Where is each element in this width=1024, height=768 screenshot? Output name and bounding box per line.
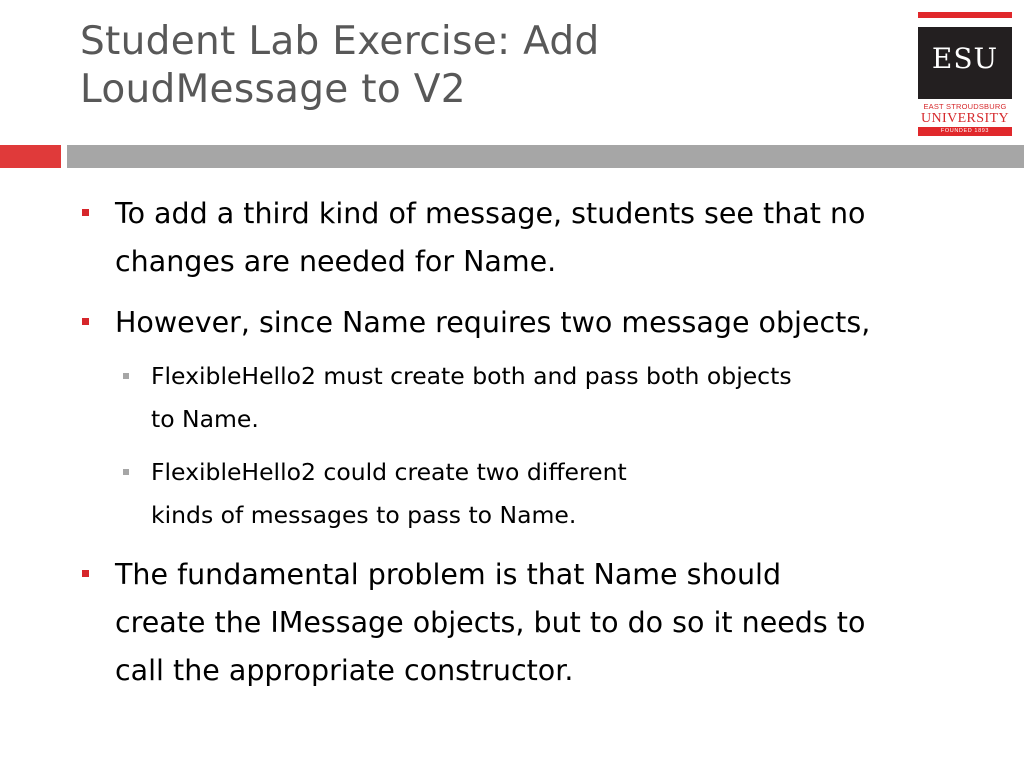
bullet-marker <box>82 570 89 577</box>
sub-bullet-marker <box>123 469 129 475</box>
bullet-1-line-2: changes are needed for Name. <box>115 245 557 278</box>
slide-title-line-1: Student Lab Exercise: Add <box>80 19 600 64</box>
bullet-1 <box>115 190 995 286</box>
slide-title-line-2: LoudMessage to V2 <box>80 67 466 112</box>
esu-logo <box>918 12 1012 134</box>
sub-bullet-2-line-1: FlexibleHello2 could create two different <box>151 458 627 486</box>
slide-title <box>80 18 880 114</box>
logo-top-bar <box>918 12 1012 18</box>
header-rule-accent <box>0 145 61 168</box>
bullet-2 <box>115 299 995 347</box>
logo-line-3: FOUNDED 1893 <box>918 127 1012 136</box>
sub-bullet-2 <box>151 451 971 537</box>
bullet-marker <box>82 209 89 216</box>
bullet-2-line-1: However, since Name requires two message objects, <box>115 306 871 339</box>
bullet-3-line-1: The fundamental problem is that Name should <box>115 558 782 591</box>
bullet-marker <box>82 318 89 325</box>
logo-wordmark: ESU <box>931 42 999 75</box>
bullet-1-line-1: To add a third kind of message, students see that no <box>115 197 866 230</box>
header-rule <box>67 145 1024 168</box>
sub-bullet-2-line-2: kinds of messages to pass to Name. <box>151 501 577 529</box>
sub-bullet-1 <box>151 355 971 441</box>
sub-bullet-1-line-1: FlexibleHello2 must create both and pass both objects <box>151 362 792 390</box>
logo-line-2: UNIVERSITY <box>921 111 1009 126</box>
logo-line-1: EAST STROUDSBURG <box>923 102 1007 111</box>
bullet-3-line-2: create the IMessage objects, but to do so it needs to <box>115 606 866 639</box>
bullet-3-line-3: call the appropriate constructor. <box>115 654 574 687</box>
bullet-3 <box>115 551 995 695</box>
sub-bullet-1-line-2: to Name. <box>151 405 259 433</box>
sub-bullet-marker <box>123 373 129 379</box>
